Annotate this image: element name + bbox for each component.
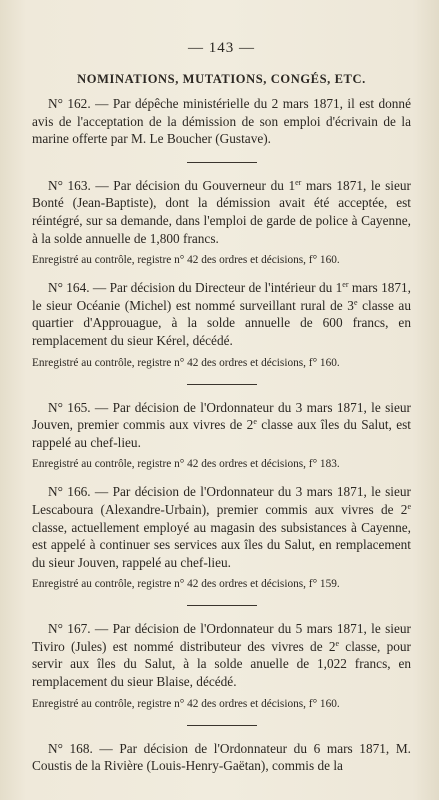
registry-note: Enregistré au contrôle, registre n° 42 des ordres et décisions, f° 159. [32,578,340,591]
separator-rule [187,725,257,726]
registry-note: Enregistré au contrôle, registre n° 42 des ordres et décisions, f° 183. [32,458,340,471]
entry-text: N° 167. — Par décision de l'Ordonnateur du 5 mars 1871, le sieur Tiviro (Jules) est nommé distributeur des vivres de 2e classe, pour servir aux îles du Salut, à la solde anuelle de 1,022 francs, en remplacement du sieur Blaise, décédé. [32,621,411,690]
entry-text: N° 168. — Par décision de l'Ordonnateur du 6 mars 1871, M. Coustis de la Rivière (Louis-Henry-Gaëtan), commis de la [32,740,411,774]
entry-164 [32,279,411,369]
entry-165 [32,399,411,472]
section-heading: NOMINATIONS, MUTATIONS, CONGÉS, ETC. [77,72,366,86]
entry-text: N° 163. — Par décision du Gouverneur du 1er mars 1871, le sieur Bonté (Jean-Baptiste), dont la démission avait été acceptée, est réintégré, sur sa demande, dans l'emploi de garde de police à Cayenne, à la solde annuelle de 1,800 francs. [32,177,411,246]
registry-note: Enregistré au contrôle, registre n° 42 des ordres et décisions, f° 160. [32,254,340,267]
page-number: — 143 — [188,40,255,56]
separator-rule [187,384,257,385]
separator-rule [187,162,257,163]
entry-text: N° 162. — Par dépêche ministérielle du 2 mars 1871, il est donné avis de l'acceptation de la démission de son emploi d'écrivain de la marine offerte par M. Le Boucher (Gustave). [32,96,411,147]
entry-167 [32,620,411,710]
entry-text: N° 166. — Par décision de l'Ordonnateur du 3 mars 1871, le sieur Lescaboura (Alexandre-Urbain), premier commis aux vivres de 2e classe, actuellement employé au magasin des subsistances à Cayenne, est appelé à continuer ses services aux îles du Salut, en remplacement du sieur Jouven, rappelé au chef-lieu. [32,484,411,570]
entry-162 [32,95,411,148]
entry-text: N° 164. — Par décision du Directeur de l'intérieur du 1er mars 1871, le sieur Océanie (Michel) est nommé surveillant rural de 3e classe au quartier d'Approuague, à la solde annuelle de 600 francs, en remplacement du sieur Kérel, décédé. [32,280,411,348]
entry-163 [32,177,411,267]
spacer [32,471,411,483]
entry-166 [32,483,411,591]
entry-text: N° 165. — Par décision de l'Ordonnateur du 3 mars 1871, le sieur Jouven, premier commis aux vivres de 2e classe aux îles du Salut, est rappelé au chef-lieu. [32,399,411,450]
entry-168 [32,740,411,775]
separator-rule [187,605,257,606]
registry-note: Enregistré au contrôle, registre n° 42 des ordres et décisions, f° 160. [32,697,340,710]
spacer [32,267,411,279]
registry-note: Enregistré au contrôle, registre n° 42 des ordres et décisions, f° 160. [32,356,340,369]
